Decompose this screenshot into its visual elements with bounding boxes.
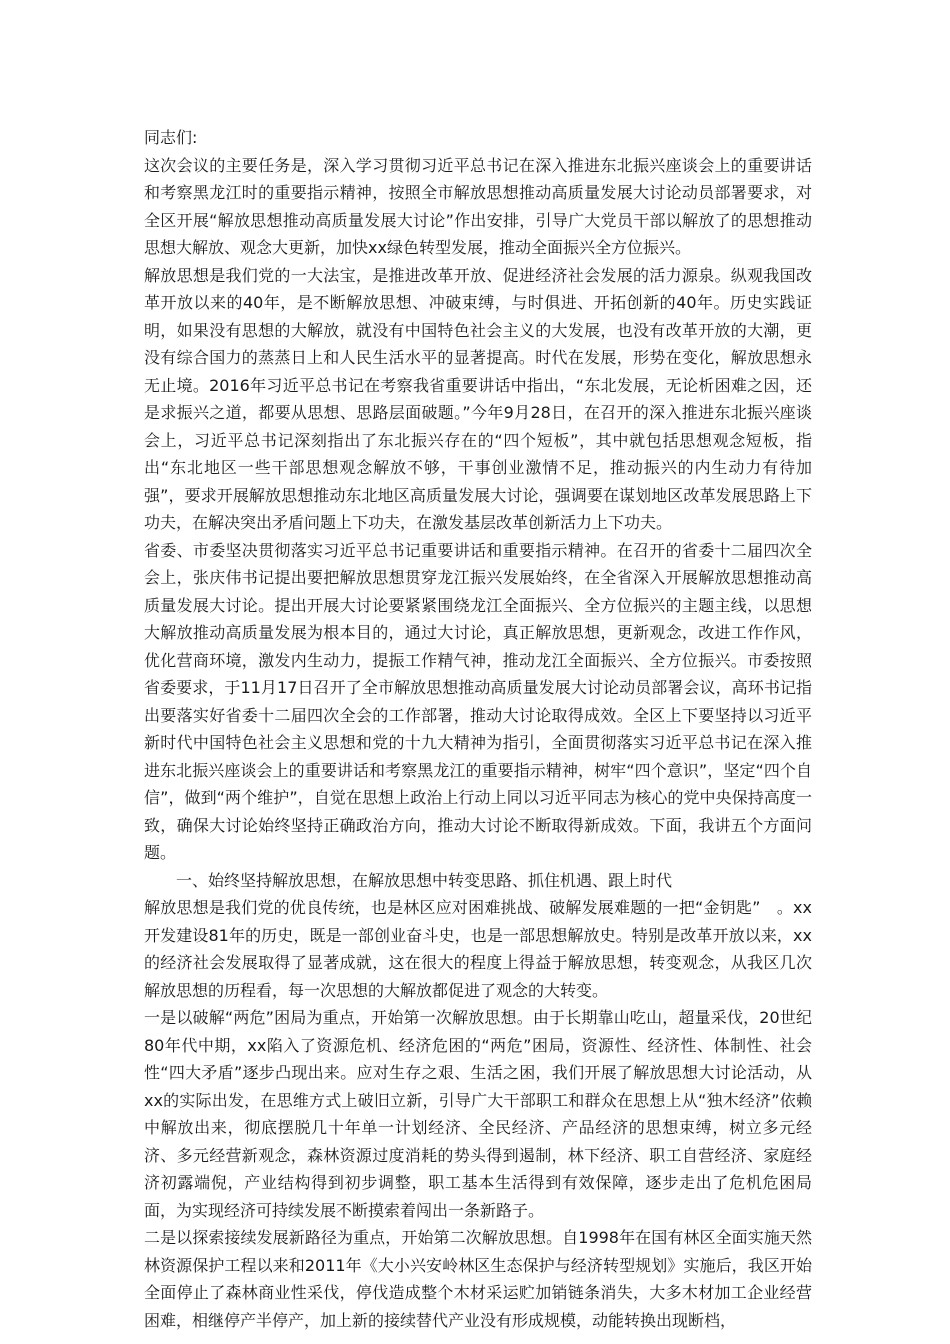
paragraph-second-liberation: 二是以探索接续发展新路径为重点，开始第二次解放思想。自1998年在国有林区全面实施天然林资源保护工程以来和2011年《大小兴安岭林区生态保护与经济转型规划》实施后，我区开始全面停止了森林商业性采伐，停伐造成整个木材采运贮加销链条消失，大多木材加工企业经营困难，相继停产半停产，加上新的接续替代产业没有形成规模，动能转换出现断档， [144, 1228, 812, 1330]
paragraph-first-liberation: 一是以破解“两危”困局为重点，开始第一次解放思想。由于长期靠山吃山，超量采伐，20世纪80年代中期，xx陷入了资源危机、经济危困的“两危”困局，资源性、经济性、体制性、社会性“四大矛盾”逐步凸现出来。应对生存之艰、生活之困，我们开展了解放思想大讨论活动，从xx的实际出发，在思维方式上破旧立新，引导广大干部职工和群众在思想上从“独木经济”依赖中解放出来，彻底摆脱几十年单一计划经济、全民经济、产品经济的思想束缚，树立多元经济、多元经营新观念，森林资源过度消耗的势头得到遏制，林下经济、职工自营经济、家庭经济初露端倪，产业结构得到初步调整，职工基本生活得到有效保障，逐步走出了危机危困局面，为实现经济可持续发展不断摸索着闯出一条新路子。 [144, 1008, 812, 1220]
section-heading-one: 一、始终坚持解放思想，在解放思想中转变思路、抓住机遇、跟上时代 [176, 870, 673, 890]
paragraph-fine-tradition: 解放思想是我们党的优良传统，也是林区应对困难挑战、破解发展难题的一把“金钥匙” 。xx开发建设81年的历史，既是一部创业奋斗史，也是一部思想解放史。特别是改革开放以来，xx的经济社会发展取得了显著成就，这在很大的程度上得益于解放思想，转变观念，从我区几次解放思想的历程看，每一次思想的大解放都促进了观念的大转变。 [144, 898, 812, 1000]
paragraph-intro: 这次会议的主要任务是，深入学习贯彻习近平总书记在深入推进东北振兴座谈会上的重要讲话和考察黑龙江时的重要指示精神，按照全市解放思想推动高质量发展大讨论动员部署要求，对全区开展“解放思想推动高质量发展大讨论”作出安排，引导广大党员干部以解放了的思想推动思想大解放、观念大更新，加快xx绿色转型发展，推动全面振兴全方位振兴。 [144, 155, 812, 257]
salutation: 同志们: [144, 128, 198, 147]
document-body [144, 124, 812, 1334]
paragraph-provincial-city-committee: 省委、市委坚决贯彻落实习近平总书记重要讲话和重要指示精神。在召开的省委十二届四次全会上，张庆伟书记提出要把解放思想贯穿龙江振兴发展始终，在全省深入开展解放思想推动高质量发展大讨论。提出开展大讨论要紧紧围绕龙江全面振兴、全方位振兴的主题主线，以思想大解放推动高质量发展为根本目的，通过大讨论，真正解放思想，更新观念，改进工作作风，优化营商环境，激发内生动力，提振工作精气神，推动龙江全面振兴、全方位振兴。市委按照省委要求，于11月17日召开了全市解放思想推动高质量发展大讨论动员部署会议，高环书记指出要落实好省委十二届四次全会的工作部署，推动大讨论取得成效。全区上下要坚持以习近平新时代中国特色社会主义思想和党的十九大精神为指引，全面贯彻落实习近平总书记在深入推进东北振兴座谈会上的重要讲话和考察黑龙江的重要指示精神，树牢“四个意识”，坚定“四个自信”，做到“两个维护”，自觉在思想上政治上行动上同以习近平同志为核心的党中央保持高度一致，确保大讨论始终坚持正确政治方向，推动大讨论不断取得新成效。下面，我讲五个方面问题。 [144, 540, 812, 862]
paragraph-liberation-importance: 解放思想是我们党的一大法宝，是推进改革开放、促进经济社会发展的活力源泉。纵观我国改革开放以来的40年，是不断解放思想、冲破束缚，与时俱进、开拓创新的40年。历史实践证明，如果没有思想的大解放，就没有中国特色社会主义的大发展，也没有改革开放的大潮，更没有综合国力的蒸蒸日上和人民生活水平的显著提高。时代在发展，形势在变化，解放思想永无止境。2016年习近平总书记在考察我省重要讲话中指出，“东北发展，无论析困难之因，还是求振兴之道，都要从思想、思路层面破题。”今年9月28日，在召开的深入推进东北振兴座谈会上，习近平总书记深刻指出了东北振兴存在的“四个短板”，其中就包括思想观念短板，指出“东北地区一些干部思想观念解放不够，干事创业激情不足，推动振兴的内生动力有待加强”，要求开展解放思想推动东北地区高质量发展大讨论，强调要在谋划地区改革发展思路上下功夫，在解决突出矛盾问题上下功夫，在激发基层改革创新活力上下功夫。 [144, 265, 812, 532]
